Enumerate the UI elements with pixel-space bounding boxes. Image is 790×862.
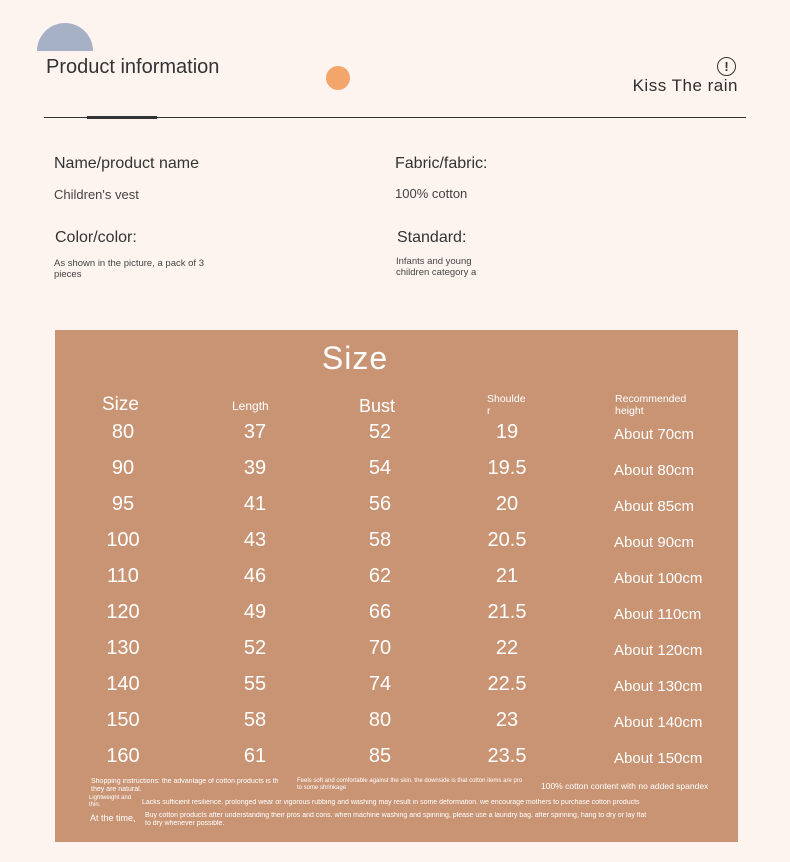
size-cell-shoulder: 22.5 [487, 673, 527, 695]
size-cell-height: About 80cm [614, 462, 695, 479]
fabric-label: Fabric/fabric: [395, 155, 488, 172]
size-cell-bust: 52 [368, 421, 392, 443]
orange-dot-decoration [326, 66, 350, 90]
size-cell-height: About 130cm [614, 678, 703, 695]
size-cell-shoulder: 23 [495, 709, 519, 731]
note-line1b: Feels soft and comfortable against the skin. the downside is that cotton items are pro [297, 778, 523, 784]
color-label: Color/color: [55, 229, 137, 246]
size-cell-length: 41 [243, 493, 267, 515]
size-cell-shoulder: 20.5 [487, 529, 527, 551]
header-bust: Bust [359, 396, 396, 416]
size-cell-size: 90 [111, 457, 135, 479]
header-size: Size [102, 394, 139, 415]
color-value: As shown in the picture, a pack of 3 pieces [54, 258, 204, 280]
size-cell-bust: 54 [368, 457, 392, 479]
size-cell-size: 110 [107, 565, 139, 587]
size-cell-shoulder: 20 [495, 493, 519, 515]
exclamation-icon: ! [717, 57, 736, 76]
size-cell-size: 120 [106, 601, 140, 623]
size-cell-height: About 150cm [614, 750, 703, 767]
size-cell-size: 130 [106, 637, 140, 659]
size-cell-bust: 70 [368, 637, 392, 659]
size-cell-bust: 56 [368, 493, 392, 515]
size-cell-height: About 70cm [614, 426, 695, 443]
size-cell-length: 49 [243, 601, 267, 623]
size-cell-bust: 62 [368, 565, 392, 587]
size-cell-bust: 74 [368, 673, 392, 695]
note-line1e: they are natural. [91, 786, 142, 793]
size-cell-height: About 110cm [614, 606, 702, 623]
note-line1c: 100% cotton content with no added spandex [541, 781, 709, 791]
note-line2a: Lightweight and thin. [89, 795, 132, 808]
size-cell-size: 95 [111, 493, 135, 515]
brand-name: Kiss The rain [632, 76, 738, 95]
note-line2b: Lacks sufficient resilience. prolonged wear or vigorous rubbing and washing may result in some deformation. we encourage mothers to purchase cotton products [142, 799, 640, 806]
size-cell-length: 39 [243, 457, 267, 479]
name-label: Name/product name [54, 155, 199, 172]
size-cell-size: 150 [106, 709, 140, 731]
size-cell-height: About 90cm [614, 534, 695, 551]
note-line3b: Buy cotton products after understanding their pros and cons. when machine washing and spinning, please use a laundry bag. after spinning, hang to dry or lay flat [145, 812, 647, 819]
page-title: Product information [46, 56, 220, 78]
size-cell-shoulder: 23.5 [487, 745, 527, 767]
standard-value: Infants and young children category a [396, 256, 477, 278]
size-cell-height: About 120cm [614, 642, 703, 659]
size-cell-shoulder: 21.5 [487, 601, 527, 623]
size-cell-bust: 80 [368, 709, 392, 731]
size-cell-shoulder: 22 [495, 637, 519, 659]
size-cell-length: 58 [243, 709, 267, 731]
header-recommended-height: Recommended height [615, 393, 687, 417]
note-line3a: At the time, [90, 813, 136, 823]
size-cell-size: 100 [106, 529, 140, 551]
size-cell-length: 61 [243, 745, 267, 767]
size-chart-title: Size [321, 340, 389, 376]
size-cell-size: 140 [106, 673, 140, 695]
size-cell-bust: 66 [368, 601, 392, 623]
size-cell-size: 80 [111, 421, 135, 443]
size-cell-bust: 85 [368, 745, 392, 767]
header-divider-accent [87, 116, 157, 119]
size-cell-size: 160 [106, 745, 140, 767]
size-cell-length: 37 [243, 421, 267, 443]
header-length: Length [232, 399, 269, 413]
size-cell-length: 55 [243, 673, 267, 695]
size-cell-shoulder: 21 [495, 565, 519, 587]
size-cell-shoulder: 19.5 [487, 457, 527, 479]
fabric-value: 100% cotton [395, 186, 468, 201]
note-line1a: Shopping instructions: the advantage of cotton products is th [91, 778, 279, 785]
size-cell-length: 46 [243, 565, 267, 587]
note-line3c: to dry whenever possible. [145, 820, 225, 827]
note-line1d: to some shrinkage [297, 785, 347, 791]
size-cell-height: About 140cm [614, 714, 703, 731]
standard-label: Standard: [397, 229, 467, 246]
size-cell-height: About 100cm [614, 570, 703, 587]
name-value: Children's vest [54, 187, 139, 202]
size-cell-shoulder: 19 [495, 421, 519, 443]
size-cell-bust: 58 [368, 529, 392, 551]
header-shoulder: Shoulde r [487, 393, 526, 417]
size-cell-length: 52 [243, 637, 267, 659]
size-cell-length: 43 [243, 529, 267, 551]
size-cell-height: About 85cm [614, 498, 695, 515]
